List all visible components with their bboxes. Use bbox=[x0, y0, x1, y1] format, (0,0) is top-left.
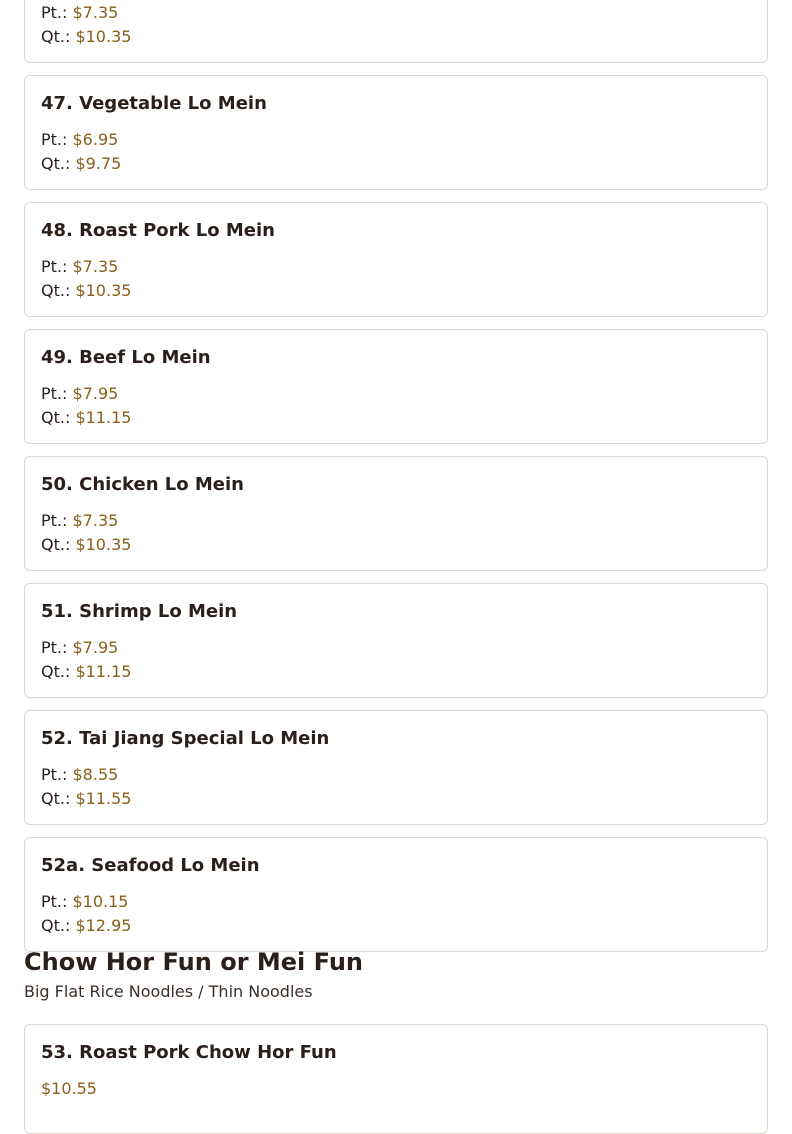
pint-price-row bbox=[41, 763, 751, 787]
quart-price: $11.55 bbox=[75, 789, 132, 808]
quart-label: Qt.: bbox=[41, 408, 71, 427]
quart-price: $9.75 bbox=[75, 154, 122, 173]
quart-label: Qt.: bbox=[41, 916, 71, 935]
quart-label: Qt.: bbox=[41, 535, 71, 554]
quart-price: $10.35 bbox=[75, 27, 132, 46]
pint-price: $7.95 bbox=[72, 384, 119, 403]
menu-item-card[interactable] bbox=[24, 329, 768, 444]
quart-price-row bbox=[41, 533, 751, 557]
quart-label: Qt.: bbox=[41, 662, 71, 681]
quart-price-row bbox=[41, 25, 751, 49]
pint-price-row bbox=[41, 255, 751, 279]
pint-label: Pt.: bbox=[41, 638, 68, 657]
pint-price: $7.35 bbox=[72, 257, 119, 276]
quart-label: Qt.: bbox=[41, 27, 71, 46]
pint-label: Pt.: bbox=[41, 765, 68, 784]
menu-item-title: 49. Beef Lo Mein bbox=[41, 347, 211, 368]
quart-label: Qt.: bbox=[41, 154, 71, 173]
quart-price-row bbox=[41, 152, 751, 176]
quart-price-row bbox=[41, 406, 751, 430]
pint-label: Pt.: bbox=[41, 3, 68, 22]
quart-price-row bbox=[41, 914, 751, 938]
menu-item-title: 47. Vegetable Lo Mein bbox=[41, 93, 267, 114]
quart-label: Qt.: bbox=[41, 281, 71, 300]
section-title: Chow Hor Fun or Mei Fun bbox=[24, 948, 363, 976]
pint-price: $8.55 bbox=[72, 765, 119, 784]
quart-price-row bbox=[41, 279, 751, 303]
pint-label: Pt.: bbox=[41, 511, 68, 530]
menu-item-card[interactable] bbox=[24, 75, 768, 190]
pint-label: Pt.: bbox=[41, 257, 68, 276]
menu-item-title: 52a. Seafood Lo Mein bbox=[41, 855, 260, 876]
pint-price-row bbox=[41, 128, 751, 152]
quart-price: $12.95 bbox=[75, 916, 132, 935]
menu-item-card[interactable] bbox=[24, 710, 768, 825]
menu-item-card[interactable] bbox=[24, 456, 768, 571]
section-subtitle: Big Flat Rice Noodles / Thin Noodles bbox=[24, 982, 313, 1001]
item-price: $10.55 bbox=[41, 1079, 97, 1098]
pint-price: $10.15 bbox=[72, 892, 129, 911]
pint-price-row bbox=[41, 382, 751, 406]
menu-item-title: 51. Shrimp Lo Mein bbox=[41, 601, 238, 622]
pint-price: $7.35 bbox=[72, 3, 119, 22]
menu-item-card[interactable] bbox=[24, 1024, 768, 1134]
menu-item-card[interactable] bbox=[24, 583, 768, 698]
pint-label: Pt.: bbox=[41, 384, 68, 403]
quart-price-row bbox=[41, 787, 751, 811]
quart-price: $10.35 bbox=[75, 535, 132, 554]
pint-price-row bbox=[41, 636, 751, 660]
price-row bbox=[41, 1077, 751, 1101]
menu-item-title: 53. Roast Pork Chow Hor Fun bbox=[41, 1042, 337, 1063]
menu-item-title: 52. Tai Jiang Special Lo Mein bbox=[41, 728, 330, 749]
pint-price: $7.95 bbox=[72, 638, 119, 657]
pint-label: Pt.: bbox=[41, 130, 68, 149]
quart-price: $10.35 bbox=[75, 281, 132, 300]
menu-item-card[interactable] bbox=[24, 837, 768, 952]
chow-section-header bbox=[24, 946, 768, 1003]
pint-price-row bbox=[41, 509, 751, 533]
menu-item-title: 48. Roast Pork Lo Mein bbox=[41, 220, 275, 241]
pint-price-row bbox=[41, 890, 751, 914]
quart-price-row bbox=[41, 660, 751, 684]
pint-price-row bbox=[41, 1, 751, 25]
quart-price: $11.15 bbox=[75, 662, 132, 681]
pint-label: Pt.: bbox=[41, 892, 68, 911]
menu-item-card[interactable] bbox=[24, 0, 768, 63]
menu-item-title: 50. Chicken Lo Mein bbox=[41, 474, 245, 495]
menu-item-card[interactable] bbox=[24, 202, 768, 317]
lo-mein-item-list bbox=[24, 0, 768, 952]
pint-price: $6.95 bbox=[72, 130, 119, 149]
quart-label: Qt.: bbox=[41, 789, 71, 808]
pint-price: $7.35 bbox=[72, 511, 119, 530]
quart-price: $11.15 bbox=[75, 408, 132, 427]
